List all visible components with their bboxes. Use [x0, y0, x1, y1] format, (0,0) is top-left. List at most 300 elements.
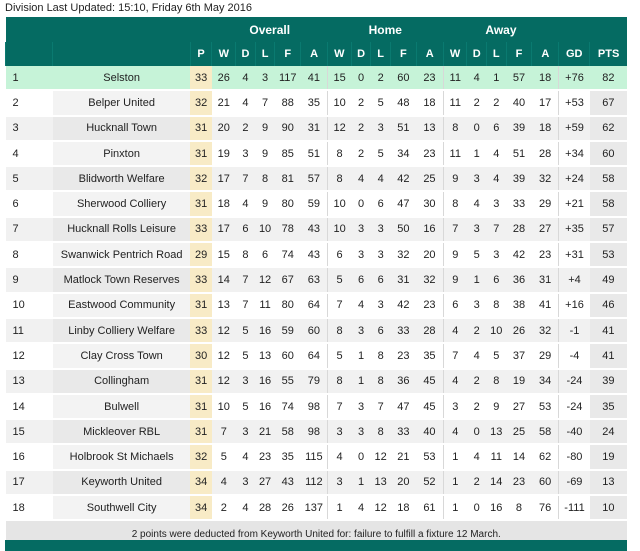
overall-a-cell: 63 — [301, 267, 328, 292]
home-w-cell: 10 — [328, 191, 352, 216]
overall-f-cell: 35 — [275, 444, 301, 469]
home-w-cell: 5 — [328, 343, 352, 368]
home-l-cell: 12 — [371, 495, 391, 520]
home-l-cell: 2 — [371, 66, 391, 90]
overall-l-cell: 11 — [255, 293, 275, 318]
goal-difference-cell: -111 — [559, 495, 590, 520]
overall-w-cell: 14 — [212, 267, 236, 292]
col-away-a: A — [532, 42, 559, 66]
away-l-cell: 8 — [486, 369, 506, 394]
away-f-cell: 36 — [506, 267, 532, 292]
col-overall-l: L — [255, 42, 275, 66]
home-a-cell: 30 — [416, 191, 443, 216]
team-name-cell: Hucknall Rolls Leisure — [53, 217, 190, 242]
played-cell: 30 — [190, 343, 212, 368]
away-l-cell: 10 — [486, 318, 506, 343]
home-d-cell: 3 — [351, 217, 371, 242]
overall-l-cell: 27 — [255, 470, 275, 495]
overall-w-cell: 26 — [212, 66, 236, 90]
position-cell: 12 — [6, 343, 53, 368]
overall-w-cell: 7 — [212, 419, 236, 444]
overall-d-cell: 7 — [236, 293, 256, 318]
away-f-cell: 26 — [506, 318, 532, 343]
away-a-cell: 17 — [532, 90, 559, 115]
away-a-cell: 32 — [532, 318, 559, 343]
away-f-cell: 39 — [506, 116, 532, 141]
points-cell: 24 — [590, 419, 627, 444]
overall-a-cell: 35 — [301, 90, 328, 115]
played-cell: 32 — [190, 166, 212, 191]
overall-w-cell: 2 — [212, 495, 236, 520]
points-cell: 82 — [590, 66, 627, 90]
points-cell: 49 — [590, 267, 627, 292]
overall-a-cell: 112 — [301, 470, 328, 495]
home-w-cell: 3 — [328, 470, 352, 495]
played-cell: 33 — [190, 217, 212, 242]
away-w-cell: 6 — [443, 293, 467, 318]
away-w-cell: 4 — [443, 318, 467, 343]
position-cell: 14 — [6, 394, 53, 419]
overall-l-cell: 21 — [255, 419, 275, 444]
team-name-cell: Collingham — [53, 369, 190, 394]
team-name-cell: Belper United — [53, 90, 190, 115]
home-f-cell: 20 — [390, 470, 416, 495]
column-header-row — [6, 42, 628, 66]
home-f-cell: 47 — [390, 394, 416, 419]
overall-f-cell: 74 — [275, 242, 301, 267]
away-f-cell: 33 — [506, 191, 532, 216]
home-l-cell: 12 — [371, 444, 391, 469]
home-a-cell: 52 — [416, 470, 443, 495]
home-a-cell: 45 — [416, 369, 443, 394]
away-f-cell: 14 — [506, 444, 532, 469]
away-l-cell: 13 — [486, 419, 506, 444]
overall-l-cell: 9 — [255, 116, 275, 141]
away-d-cell: 0 — [467, 116, 487, 141]
away-a-cell: 31 — [532, 267, 559, 292]
points-cell: 19 — [590, 444, 627, 469]
overall-a-cell: 43 — [301, 217, 328, 242]
overall-d-cell: 3 — [236, 419, 256, 444]
table-row — [6, 141, 628, 166]
away-l-cell: 2 — [486, 90, 506, 115]
points-cell: 58 — [590, 191, 627, 216]
away-d-cell: 4 — [467, 444, 487, 469]
points-cell: 41 — [590, 343, 627, 368]
goal-difference-cell: +53 — [559, 90, 590, 115]
overall-a-cell: 64 — [301, 293, 328, 318]
overall-f-cell: 85 — [275, 141, 301, 166]
home-l-cell: 5 — [371, 90, 391, 115]
away-w-cell: 1 — [443, 495, 467, 520]
home-w-cell: 10 — [328, 90, 352, 115]
away-l-cell: 11 — [486, 444, 506, 469]
col-overall-w: W — [212, 42, 236, 66]
home-f-cell: 50 — [390, 217, 416, 242]
home-w-cell: 7 — [328, 293, 352, 318]
home-f-cell: 34 — [390, 141, 416, 166]
home-f-cell: 60 — [390, 66, 416, 90]
table-row — [6, 369, 628, 394]
played-cell: 31 — [190, 369, 212, 394]
overall-a-cell: 98 — [301, 394, 328, 419]
goal-difference-cell: +59 — [559, 116, 590, 141]
away-f-cell: 25 — [506, 419, 532, 444]
table-row — [6, 495, 628, 520]
home-l-cell: 3 — [371, 217, 391, 242]
col-away-f: F — [506, 42, 532, 66]
played-cell: 33 — [190, 318, 212, 343]
away-d-cell: 5 — [467, 242, 487, 267]
league-table — [5, 17, 627, 548]
away-d-cell: 4 — [467, 66, 487, 90]
overall-f-cell: 74 — [275, 394, 301, 419]
team-name-cell: Bulwell — [53, 394, 190, 419]
position-cell: 15 — [6, 419, 53, 444]
home-w-cell: 12 — [328, 116, 352, 141]
away-a-cell: 27 — [532, 217, 559, 242]
away-l-cell: 14 — [486, 470, 506, 495]
home-w-cell: 8 — [328, 141, 352, 166]
team-name-cell: Eastwood Community — [53, 293, 190, 318]
home-l-cell: 7 — [371, 394, 391, 419]
overall-l-cell: 16 — [255, 394, 275, 419]
away-a-cell: 41 — [532, 293, 559, 318]
away-d-cell: 1 — [467, 267, 487, 292]
away-a-cell: 29 — [532, 191, 559, 216]
played-cell: 31 — [190, 141, 212, 166]
away-l-cell: 6 — [486, 267, 506, 292]
goal-difference-cell: -40 — [559, 419, 590, 444]
away-a-cell: 58 — [532, 419, 559, 444]
home-l-cell: 8 — [371, 419, 391, 444]
overall-f-cell: 90 — [275, 116, 301, 141]
home-d-cell: 0 — [351, 66, 371, 90]
away-d-cell: 3 — [467, 293, 487, 318]
played-cell: 32 — [190, 444, 212, 469]
home-l-cell: 4 — [371, 166, 391, 191]
home-d-cell: 4 — [351, 293, 371, 318]
overall-l-cell: 23 — [255, 444, 275, 469]
away-w-cell: 1 — [443, 444, 467, 469]
team-name-cell: Blidworth Welfare — [53, 166, 190, 191]
home-l-cell: 6 — [371, 318, 391, 343]
position-cell: 18 — [6, 495, 53, 520]
col-home-w: W — [328, 42, 352, 66]
overall-a-cell: 51 — [301, 141, 328, 166]
home-l-cell: 13 — [371, 470, 391, 495]
overall-d-cell: 3 — [236, 141, 256, 166]
home-f-cell: 23 — [390, 343, 416, 368]
points-cell: 57 — [590, 217, 627, 242]
home-l-cell: 6 — [371, 191, 391, 216]
away-f-cell: 40 — [506, 90, 532, 115]
points-cell: 10 — [590, 495, 627, 520]
col-pts: PTS — [590, 42, 627, 66]
position-cell: 10 — [6, 293, 53, 318]
home-f-cell: 33 — [390, 419, 416, 444]
away-d-cell: 3 — [467, 217, 487, 242]
position-cell: 9 — [6, 267, 53, 292]
away-d-cell: 2 — [467, 394, 487, 419]
points-cell: 41 — [590, 318, 627, 343]
away-w-cell: 11 — [443, 66, 467, 90]
col-p: P — [190, 42, 212, 66]
away-l-cell: 6 — [486, 116, 506, 141]
position-cell: 8 — [6, 242, 53, 267]
away-l-cell: 5 — [486, 343, 506, 368]
away-d-cell: 2 — [467, 470, 487, 495]
table-row — [6, 343, 628, 368]
overall-d-cell: 4 — [236, 90, 256, 115]
overall-f-cell: 88 — [275, 90, 301, 115]
table-row — [6, 66, 628, 90]
home-w-cell: 8 — [328, 369, 352, 394]
played-cell: 34 — [190, 495, 212, 520]
overall-l-cell: 8 — [255, 166, 275, 191]
home-w-cell: 8 — [328, 318, 352, 343]
home-f-cell: 42 — [390, 293, 416, 318]
col-overall-f: F — [275, 42, 301, 66]
points-cell: 53 — [590, 242, 627, 267]
position-cell: 11 — [6, 318, 53, 343]
home-group-header: Home — [328, 17, 444, 42]
points-cell: 46 — [590, 293, 627, 318]
away-f-cell: 39 — [506, 166, 532, 191]
overall-f-cell: 67 — [275, 267, 301, 292]
home-a-cell: 25 — [416, 166, 443, 191]
played-cell: 31 — [190, 293, 212, 318]
overall-f-cell: 43 — [275, 470, 301, 495]
goal-difference-cell: +24 — [559, 166, 590, 191]
home-d-cell: 0 — [351, 444, 371, 469]
overall-l-cell: 13 — [255, 343, 275, 368]
last-updated-text: Division Last Updated: 15:10, Friday 6th May 2016 — [5, 2, 253, 14]
overall-f-cell: 81 — [275, 166, 301, 191]
footnote-text: 2 points were deducted from Keyworth United for: failure to fulfill a fixture 12 March. — [6, 520, 628, 548]
goal-difference-cell: -24 — [559, 369, 590, 394]
overall-l-cell: 16 — [255, 318, 275, 343]
away-l-cell: 9 — [486, 394, 506, 419]
away-a-cell: 60 — [532, 470, 559, 495]
home-d-cell: 1 — [351, 369, 371, 394]
overall-w-cell: 17 — [212, 217, 236, 242]
position-cell: 13 — [6, 369, 53, 394]
home-d-cell: 1 — [351, 343, 371, 368]
overall-d-cell: 5 — [236, 343, 256, 368]
overall-a-cell: 79 — [301, 369, 328, 394]
position-cell: 5 — [6, 166, 53, 191]
overall-w-cell: 13 — [212, 293, 236, 318]
home-a-cell: 35 — [416, 343, 443, 368]
team-name-cell: Pinxton — [53, 141, 190, 166]
home-f-cell: 51 — [390, 116, 416, 141]
overall-f-cell: 80 — [275, 191, 301, 216]
home-a-cell: 32 — [416, 267, 443, 292]
overall-d-cell: 4 — [236, 66, 256, 90]
away-a-cell: 32 — [532, 166, 559, 191]
away-w-cell: 7 — [443, 343, 467, 368]
position-cell: 7 — [6, 217, 53, 242]
overall-d-cell: 3 — [236, 369, 256, 394]
bottom-bar — [5, 540, 627, 551]
overall-l-cell: 16 — [255, 369, 275, 394]
points-cell: 13 — [590, 470, 627, 495]
home-w-cell: 5 — [328, 267, 352, 292]
home-l-cell: 5 — [371, 141, 391, 166]
team-name-cell: Linby Colliery Welfare — [53, 318, 190, 343]
home-d-cell: 0 — [351, 191, 371, 216]
away-d-cell: 4 — [467, 343, 487, 368]
away-a-cell: 34 — [532, 369, 559, 394]
overall-a-cell: 60 — [301, 318, 328, 343]
played-cell: 31 — [190, 419, 212, 444]
goal-difference-cell: +31 — [559, 242, 590, 267]
away-w-cell: 4 — [443, 419, 467, 444]
overall-a-cell: 64 — [301, 343, 328, 368]
away-w-cell: 11 — [443, 141, 467, 166]
table-row — [6, 166, 628, 191]
goal-difference-cell: -4 — [559, 343, 590, 368]
away-f-cell: 27 — [506, 394, 532, 419]
overall-f-cell: 80 — [275, 293, 301, 318]
overall-l-cell: 6 — [255, 242, 275, 267]
points-cell: 58 — [590, 166, 627, 191]
overall-a-cell: 98 — [301, 419, 328, 444]
home-f-cell: 36 — [390, 369, 416, 394]
overall-d-cell: 4 — [236, 495, 256, 520]
position-cell: 2 — [6, 90, 53, 115]
played-cell: 32 — [190, 90, 212, 115]
home-f-cell: 18 — [390, 495, 416, 520]
away-w-cell: 11 — [443, 90, 467, 115]
home-a-cell: 23 — [416, 141, 443, 166]
position-cell: 6 — [6, 191, 53, 216]
overall-d-cell: 5 — [236, 318, 256, 343]
overall-a-cell: 59 — [301, 191, 328, 216]
goal-difference-cell: +76 — [559, 66, 590, 90]
goal-difference-cell: +21 — [559, 191, 590, 216]
overall-w-cell: 12 — [212, 343, 236, 368]
col-home-a: A — [416, 42, 443, 66]
home-w-cell: 8 — [328, 166, 352, 191]
overall-w-cell: 10 — [212, 394, 236, 419]
home-d-cell: 3 — [351, 394, 371, 419]
home-d-cell: 3 — [351, 419, 371, 444]
overall-f-cell: 59 — [275, 318, 301, 343]
home-a-cell: 53 — [416, 444, 443, 469]
table-row — [6, 318, 628, 343]
goal-difference-cell: +16 — [559, 293, 590, 318]
goal-difference-cell: -1 — [559, 318, 590, 343]
overall-l-cell: 28 — [255, 495, 275, 520]
overall-f-cell: 26 — [275, 495, 301, 520]
col-gd: GD — [559, 42, 590, 66]
home-a-cell: 40 — [416, 419, 443, 444]
table-row — [6, 242, 628, 267]
home-d-cell: 6 — [351, 267, 371, 292]
home-w-cell: 6 — [328, 242, 352, 267]
position-cell: 16 — [6, 444, 53, 469]
overall-a-cell: 115 — [301, 444, 328, 469]
table-row — [6, 217, 628, 242]
table-row — [6, 470, 628, 495]
overall-w-cell: 5 — [212, 444, 236, 469]
away-d-cell: 0 — [467, 419, 487, 444]
points-cell: 35 — [590, 394, 627, 419]
team-name-cell: Swanwick Pentrich Road — [53, 242, 190, 267]
home-w-cell: 7 — [328, 394, 352, 419]
position-cell: 3 — [6, 116, 53, 141]
away-w-cell: 9 — [443, 267, 467, 292]
home-d-cell: 4 — [351, 495, 371, 520]
table-row — [6, 444, 628, 469]
away-f-cell: 8 — [506, 495, 532, 520]
away-f-cell: 23 — [506, 470, 532, 495]
away-d-cell: 0 — [467, 495, 487, 520]
team-name-cell: Keyworth United — [53, 470, 190, 495]
away-l-cell: 7 — [486, 217, 506, 242]
overall-group-header: Overall — [212, 17, 328, 42]
home-w-cell: 3 — [328, 419, 352, 444]
away-f-cell: 19 — [506, 369, 532, 394]
away-w-cell: 4 — [443, 369, 467, 394]
overall-f-cell: 78 — [275, 217, 301, 242]
overall-a-cell: 43 — [301, 242, 328, 267]
home-w-cell: 10 — [328, 217, 352, 242]
points-cell: 39 — [590, 369, 627, 394]
away-w-cell: 8 — [443, 116, 467, 141]
home-f-cell: 47 — [390, 191, 416, 216]
home-f-cell: 33 — [390, 318, 416, 343]
home-a-cell: 61 — [416, 495, 443, 520]
away-w-cell: 7 — [443, 217, 467, 242]
col-home-l: L — [371, 42, 391, 66]
overall-w-cell: 15 — [212, 242, 236, 267]
goal-difference-cell: +35 — [559, 217, 590, 242]
away-l-cell: 3 — [486, 242, 506, 267]
team-name-cell: Hucknall Town — [53, 116, 190, 141]
overall-f-cell: 58 — [275, 419, 301, 444]
team-name-cell: Southwell City — [53, 495, 190, 520]
overall-d-cell: 7 — [236, 166, 256, 191]
played-cell: 31 — [190, 116, 212, 141]
overall-w-cell: 12 — [212, 369, 236, 394]
away-d-cell: 2 — [467, 369, 487, 394]
team-name-cell: Mickleover RBL — [53, 419, 190, 444]
played-cell: 29 — [190, 242, 212, 267]
home-l-cell: 3 — [371, 242, 391, 267]
overall-w-cell: 18 — [212, 191, 236, 216]
away-l-cell: 4 — [486, 166, 506, 191]
away-a-cell: 18 — [532, 66, 559, 90]
away-f-cell: 38 — [506, 293, 532, 318]
overall-f-cell: 60 — [275, 343, 301, 368]
table-row — [6, 419, 628, 444]
overall-a-cell: 137 — [301, 495, 328, 520]
overall-w-cell: 19 — [212, 141, 236, 166]
table-body — [6, 66, 628, 520]
home-d-cell: 1 — [351, 470, 371, 495]
position-cell: 17 — [6, 470, 53, 495]
home-d-cell: 2 — [351, 116, 371, 141]
overall-w-cell: 17 — [212, 166, 236, 191]
overall-d-cell: 5 — [236, 394, 256, 419]
overall-l-cell: 7 — [255, 90, 275, 115]
home-a-cell: 28 — [416, 318, 443, 343]
played-cell: 34 — [190, 470, 212, 495]
goal-difference-cell: -80 — [559, 444, 590, 469]
